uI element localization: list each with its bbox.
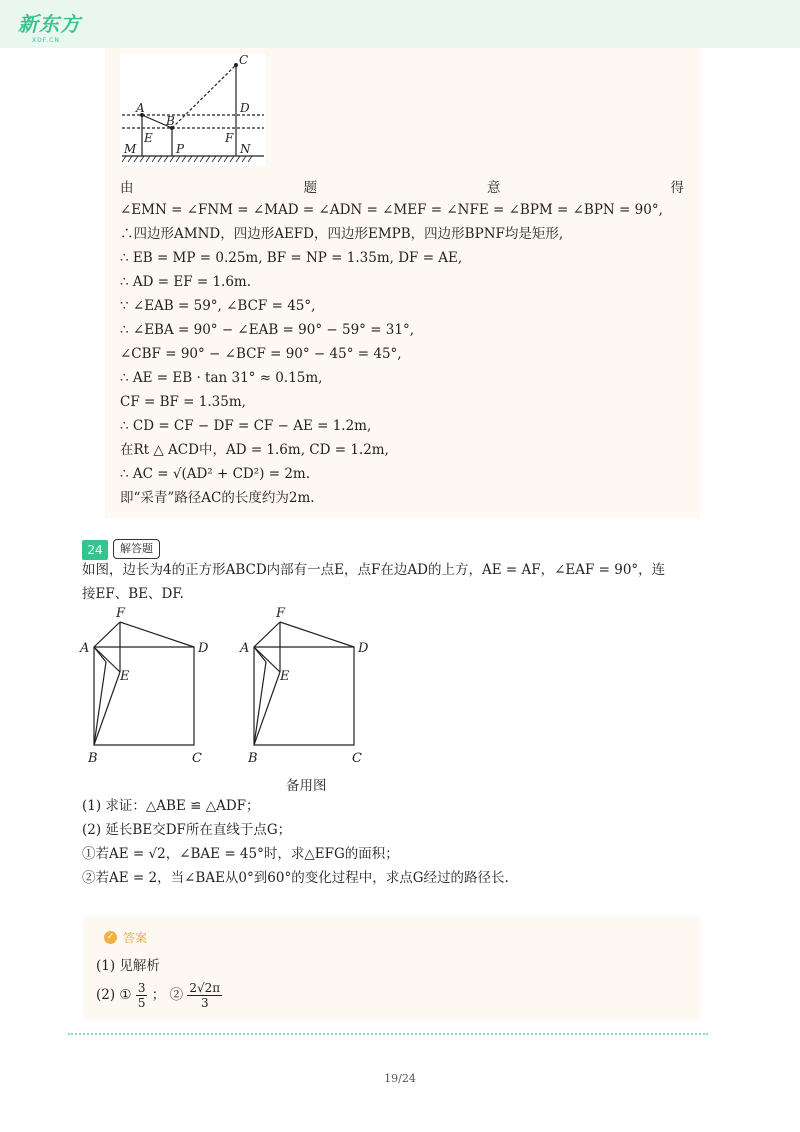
page-header: [0, 0, 800, 48]
question-stem: 如图，边长为4的正方形ABCD内部有一点E，点F在边AD的上方，AE = AF，∠EAF = 90°，连: [82, 562, 666, 578]
fig1-label-b: B: [166, 114, 175, 128]
fig2b-label-f: F: [276, 606, 286, 621]
answer-fraction-b: [187, 981, 222, 1010]
fig2-label-b: B: [88, 751, 98, 766]
logo-main: 新东方: [18, 12, 81, 36]
question-part: (1) 求证：△ABE ≌ △ADF；: [82, 798, 260, 814]
solution-line: ∴ AD = EF = 1.6m.: [120, 274, 252, 290]
answer-title: 答案: [123, 931, 148, 945]
fig1-label-f: F: [225, 131, 234, 145]
fig2b-label-d: D: [358, 641, 369, 656]
answer-heading: [104, 929, 147, 946]
solution-line: ∴ AE = EB · tan 31° ≈ 0.15m,: [120, 370, 323, 386]
question-part: (2) 延长BE交DF所在直线于点G；: [82, 822, 292, 838]
fig2-label-a: A: [80, 641, 90, 656]
answer-part-2-prefix: (2): [96, 987, 116, 1003]
solution-line: ∴ ∠EBA = 90° − ∠EAB = 90° − 59° = 31°,: [120, 322, 415, 338]
solution-intro-line: [120, 176, 684, 196]
figure-1-diagram: [118, 52, 268, 172]
check-icon: ✓: [104, 931, 117, 944]
fig2b-label-c: C: [352, 751, 362, 766]
intro-char: 得: [670, 180, 684, 196]
frac-a-num: 3: [137, 981, 146, 995]
fig1-label-m: M: [124, 142, 137, 156]
frac-a-den: 5: [137, 996, 146, 1010]
fig2-label-f: F: [116, 606, 126, 621]
fig1-label-c: C: [239, 53, 249, 67]
fig1-label-a: A: [136, 101, 145, 115]
question-part: ①若AE = √2，∠BAE = 45°时，求△EFG的面积；: [82, 846, 399, 862]
answer-part-2: [96, 980, 222, 1010]
fig2-label-d: D: [198, 641, 209, 656]
dotted-divider: [68, 1033, 708, 1035]
solution-line: ∴ CD = CF − DF = CF − AE = 1.2m,: [120, 418, 372, 434]
fig2-label-c: C: [192, 751, 202, 766]
solution-line: ∠CBF = 90° − ∠BCF = 90° − 45° = 45°,: [120, 346, 402, 362]
solution-line: ∴ EB = MP = 0.25m, BF = NP = 1.35m, DF = AE,: [120, 250, 463, 266]
solution-line: ∴ AC = √(AD² + CD²) = 2m.: [120, 466, 311, 482]
brand-logo: [18, 8, 81, 44]
solution-line: ∴四边形AMND，四边形AEFD，四边形EMPB，四边形BPNF均是矩形,: [120, 226, 564, 242]
solution-line: 即“采青”路径AC的长度约为2m.: [120, 490, 315, 506]
figure-caption: 备用图: [286, 778, 327, 794]
page-number: 19/24: [384, 1072, 416, 1085]
intro-char: 由: [120, 180, 134, 196]
fig1-label-n: N: [240, 142, 251, 156]
fig2b-label-b: B: [248, 751, 258, 766]
solution-line: CF = BF = 1.35m,: [120, 394, 246, 410]
frac-b-num: 2√2π: [189, 981, 221, 995]
intro-char: 题: [303, 180, 317, 196]
solution-line: 在Rt △ ACD中，AD = 1.6m, CD = 1.2m,: [120, 442, 389, 458]
figure-2-diagrams: [78, 602, 378, 772]
intro-char: 意: [487, 180, 501, 196]
answer-part-1: (1) 见解析: [96, 958, 160, 974]
frac-b-den: 3: [200, 996, 209, 1010]
solution-line: ∵ ∠EAB = 59°, ∠BCF = 45°,: [120, 298, 316, 314]
answer-fraction-a: [136, 981, 148, 1010]
fig2b-label-e: E: [280, 669, 290, 684]
question-number-badge: 24: [82, 540, 108, 560]
logo-sub: XDF.CN: [32, 37, 60, 44]
solution-line: ∠EMN = ∠FNM = ∠MAD = ∠ADN = ∠MEF = ∠NFE = ∠BPM = ∠BPN = 90°,: [120, 202, 663, 218]
fig1-label-e: E: [144, 131, 153, 145]
fig1-label-p: P: [176, 142, 185, 156]
question-part: ②若AE = 2，当∠BAE从0°到60°的变化过程中，求点G经过的路径长.: [82, 870, 509, 886]
answer-separator: ；: [151, 987, 166, 1003]
answer-mark-a: ①: [119, 987, 132, 1003]
question-stem-cont: 接EF、BE、DF.: [82, 586, 184, 602]
question-type-tag: 解答题: [113, 539, 160, 559]
fig2b-label-a: A: [240, 641, 250, 656]
fig1-label-d: D: [240, 101, 250, 115]
fig2-label-e: E: [120, 669, 130, 684]
answer-mark-b: ②: [169, 987, 184, 1003]
